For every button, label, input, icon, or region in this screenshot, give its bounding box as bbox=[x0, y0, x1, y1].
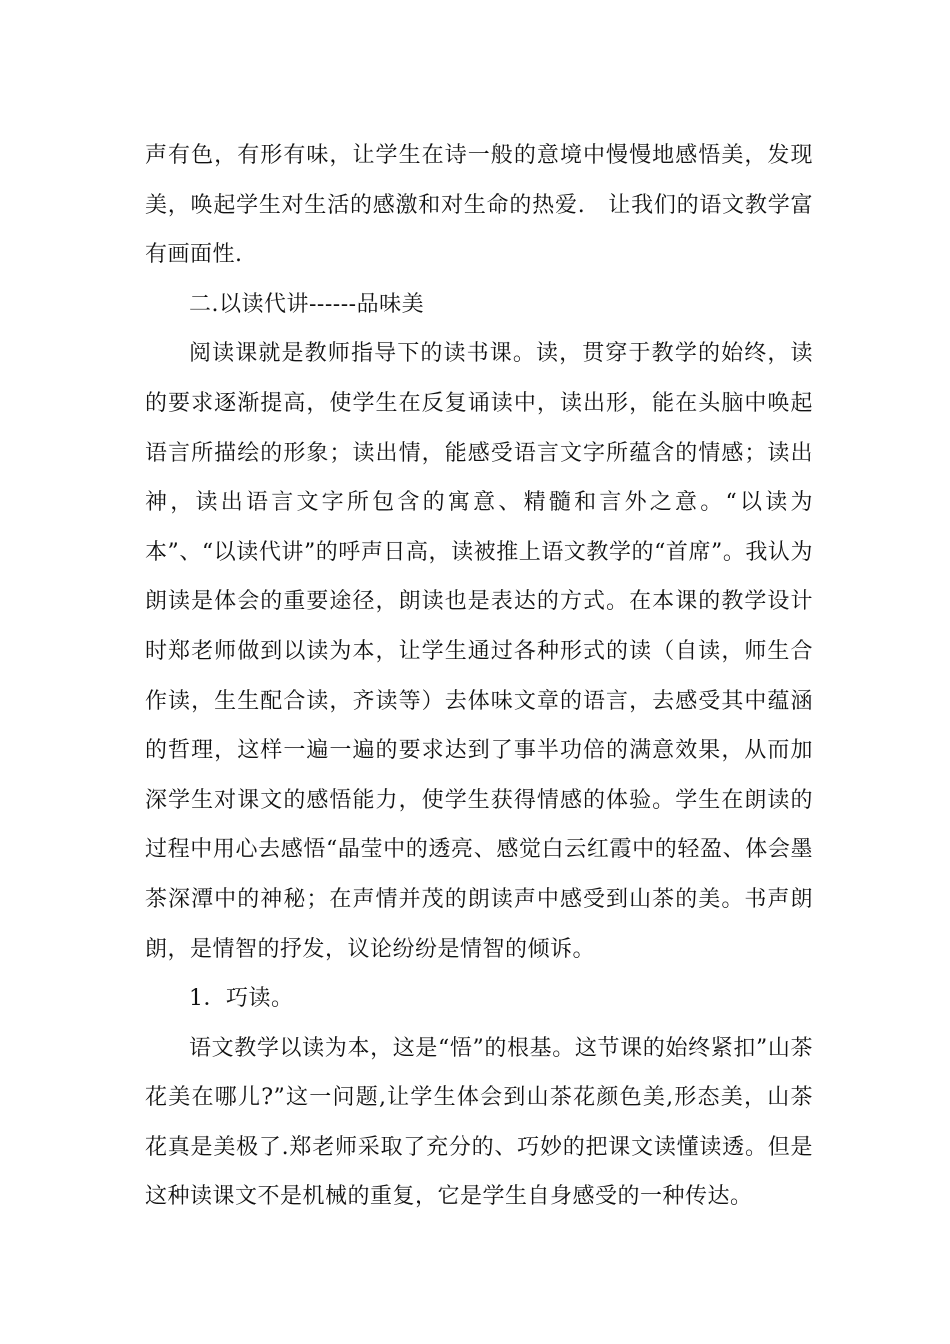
paragraph-reading-lesson: 阅读课就是教师指导下的读书课。读，贯穿于教学的始终，读的要求逐渐提高，使学生在反复诵读中，读出形，能在头脑中唤起语言所描绘的形象；读出情，能感受语言文字所蕴含的情感；读出神，读出语言文字所包含的寓意、精髓和言外之意。“以读为本”、“以读代讲”的呼声日高，读被推上语文教学的“首席”。我认为朗读是体会的重要途径，朗读也是表达的方式。在本课的教学设计时郑老师做到以读为本，让学生通过各种形式的读（自读，师生合作读，生生配合读，齐读等）去体味文章的语言，去感受其中蕴涵的哲理，这样一遍一遍的要求达到了事半功倍的满意效果，从而加深学生对课文的感悟能力，使学生获得情感的体验。学生在朗读的过程中用心去感悟“晶莹中的透亮、感觉白云红霞中的轻盈、体会墨茶深潭中的神秘；在声情并茂的朗读声中感受到山茶的美。书声朗朗，是情智的抒发，议论纷纷是情智的倾诉。 bbox=[145, 341, 813, 962]
paragraph-continuation: 声有色，有形有味，让学生在诗一般的意境中慢慢地感悟美，发现美，唤起学生对生活的感激和对生命的热爱. 让我们的语文教学富有画面性. bbox=[145, 143, 813, 268]
subheading-clever-reading: 1．巧读。 bbox=[189, 986, 294, 1012]
section-heading-read-instead-of-lecture: 二.以读代讲------品味美 bbox=[189, 291, 425, 317]
paragraph-reading-foundation: 语文教学以读为本，这是“悟”的根基。这节课的始终紧扣”山茶花美在哪儿?”这一问题,让学生体会到山茶花颜色美,形态美，山茶花真是美极了.郑老师采取了充分的、巧妙的把课文读懂读透。但是这种读课文不是机械的重复，它是学生自身感受的一种传达。 bbox=[145, 1035, 813, 1210]
document-body bbox=[145, 131, 813, 1222]
